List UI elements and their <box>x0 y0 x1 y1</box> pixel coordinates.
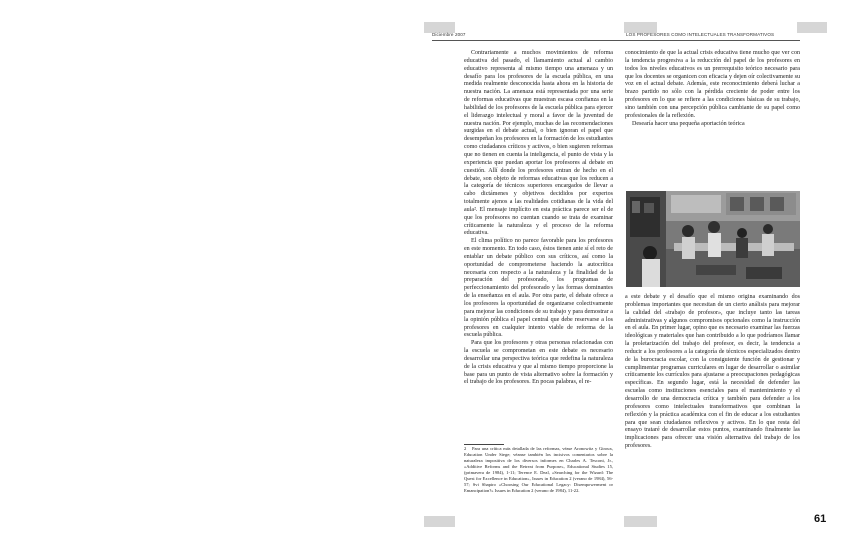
right-text-column-top <box>625 50 800 128</box>
bottom-left-tab <box>424 516 455 527</box>
paragraph: conocimiento de que la actual crisis educativa tiene mucho que ver con la tendencia progresiva a la reducción del papel de los profesores en todos los niveles educativos es un prerrequisito teórico necesario para que los docentes se organicen con eficacia y dejen oír colectivamente su voz en el actual debate. Además, este reconocimiento deberá luchar a brazo partido no sólo con la pérdida creciente de poder entre los profesores en lo que se refiere a las condiciones básicas de su trabajo, sino también con una percepción pública cambiante de su papel como profesionales de la reflexión. <box>625 50 800 119</box>
header-rule <box>432 40 800 41</box>
top-right-tab <box>797 22 827 33</box>
bottom-middle-tab <box>624 516 657 527</box>
paragraph: Desearía hacer una pequeña aportación teórica <box>632 120 745 127</box>
footnote <box>464 446 613 494</box>
page-number: 61 <box>814 513 827 525</box>
classroom-photo-image <box>626 191 800 287</box>
right-text-column-bottom <box>625 294 800 451</box>
footnote-number: 2 <box>464 446 467 451</box>
paragraph: Contrariamente a muchos movimientos de reforma educativa del pasado, el llamamiento actual al cambio educativo representa al mismo tiempo una amenaza y un desafío para los profesores de la escuela pública, en una medida realmente desconocida hasta ahora en la historia de nuestra nación. La amenaza está representada por una serie de reformas educativas que muestran escasa confianza en la habilidad de los profesores de la escuela pública para ejercer el liderazgo intelectual y moral a favor de la juventud de nuestra nación. Por ejemplo, muchas de las recomendaciones surgidas en el debate actual, o bien ignoran el papel que desempeñan los profesores en la formación de los estudiantes como ciudadanos críticos y activos, o bien sugieren reformas que no tienen en cuenta la inteligencia, el punto de vista y la experiencia que puedan aportar los profesores al debate en cuestión. Allí donde los profesores entran de hecho en el debate, son objeto de reformas educativas que los reducen a la categoría de técnicos superiores encargados de llevar a cabo dictámenes y objetivos decididos por expertos totalmente ajenos a las realidades cotidianas de la vida del aula². El mensaje implícito en esta práctica parece ser el de que los profesores no cuentan cuando se trata de examinar críticamente la naturaleza y el proceso de la reforma educativa. <box>464 50 613 237</box>
paragraph: El clima político no parece favorable para los profesores en este momento. En todo caso, éstos tienen ante sí el reto de entablar un debate público con sus críticos, así como la oportunidad de comprometerse haciendo la autocrítica necesaria con respecto a la naturaleza y la finalidad de la preparación del profesorado, los programas de perfeccionamiento del profesorado y las formas dominantes de la enseñanza en el aula. Por otra parte, el debate ofrece a los profesores la oportunidad de organizarse colectivamente para mejorar las condiciones de su trabajo y para demostrar a la opinión pública el papel central que debe reservarse a los profesores en cualquier intento viable de reforma de la escuela pública. <box>464 238 613 339</box>
left-text-column <box>464 50 613 387</box>
header-date: Diciembre 2007 <box>432 32 466 37</box>
classroom-photo <box>626 191 800 287</box>
paragraph: Para que los profesores y otras personas relacionadas con la escuela se comprometan en este debate es necesario desarrollar una perspectiva teórica que redefina la naturaleza de la crisis educativa y que al mismo tiempo proporcione la base para un punto de vista alternativo sobre la formación y el trabajo de los profesores. En pocas palabras, el re- <box>464 340 613 386</box>
footnote-rule <box>464 444 504 445</box>
header-running-title: LOS PROFESORES COMO INTELECTUALES TRANSFORMATIVOS <box>626 32 775 37</box>
footnote-text: Para una crítica más detallada de las reformas, véase Aronowitz y Giroux, Education Under Siege; véanse también los incisivos comentarios sobre la naturaleza impositiva de los diversos informes en Charles A. Tesconi, Jr., «Additive Reforms and the Retreat from Purpose», Educational Studies 15, (primavera de 1984), 1-11; Terence E. Deal, «Searching for the Wizard: The Quest for Excellence in Education», Issues in Education 2 (verano de 1984), 56-57; Svi Shapiro «Choosing Our Educational Legacy: Disempowerment or Emancipation?» Issues in Education 2 (verano de 1984), 11-22. <box>464 446 613 494</box>
paragraph: a este debate y el desafío que el mismo origina examinando dos problemas importantes que necesitan de un cierto análisis para mejorar la calidad del «trabajo de profesor», que incluye tanto las tareas administrativas y algunos compromisos opcionales como la instrucción en el aula. En primer lugar, opino que es necesario examinar las fuerzas ideológicas y materiales que han contribuido a lo que podríamos llamar la proletarización del trabajo del profesor, es decir, la tendencia a reducir a los profesores a la categoría de técnicos especializados dentro de la burocracia escolar, con la consiguiente función de gestionar y cumplimentar programas curriculares en lugar de desarrollar o asimilar críticamente los currículos para ajustarse a preocupaciones pedagógicas específicas. En segundo lugar, está la necesidad de defender las escuelas como instituciones esenciales para el mantenimiento y el desarrollo de una democracia crítica y también para defender a los profesores como intelectuales transformativos que combinan la reflexión y la práctica académica con el fin de educar a los estudiantes para que sean ciudadanos reflexivos y activos. En lo que resta del ensayo trataré de desarrollar estos puntos, examinando finalmente las implicaciones para ofrecer una visión alternativa del trabajo de los profesores. <box>625 294 800 450</box>
